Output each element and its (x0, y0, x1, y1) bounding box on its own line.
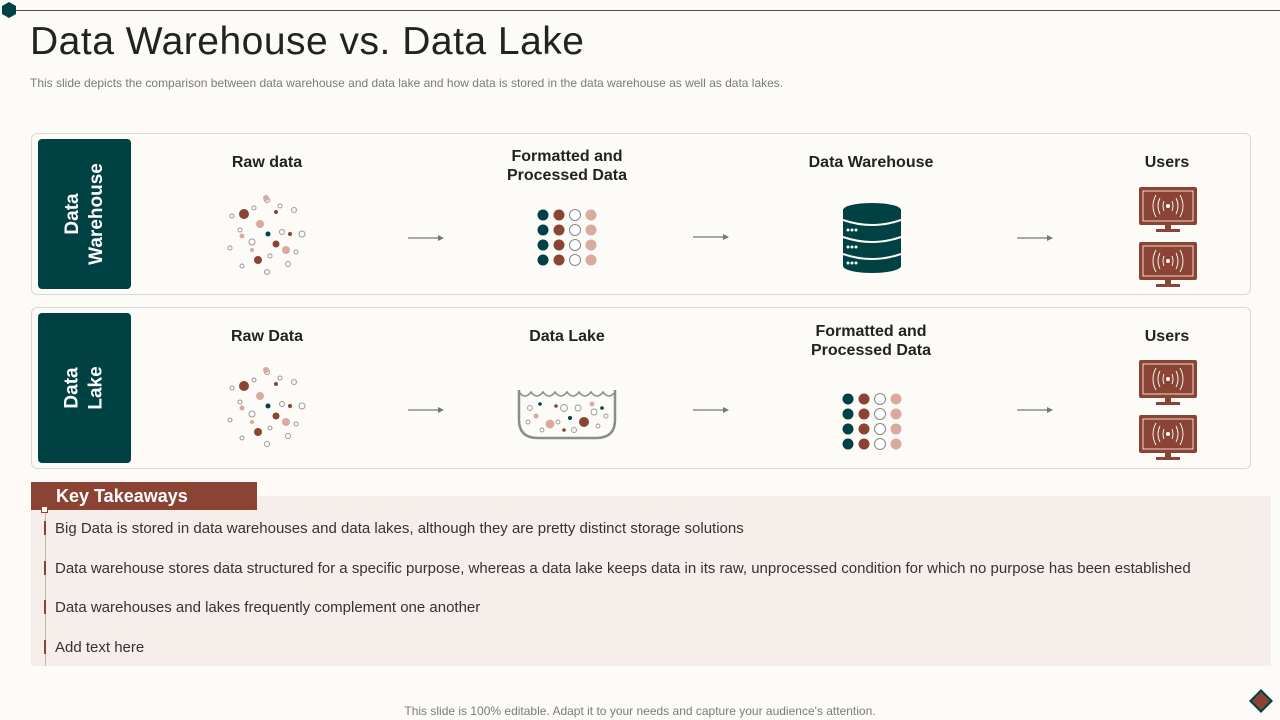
data-lake-bowl-icon (516, 386, 618, 442)
raw-data-scatter-icon (224, 194, 310, 280)
monitor-icon (1138, 241, 1198, 288)
lake-step-users: Users (1144, 328, 1190, 345)
arrow-right-icon (408, 233, 444, 243)
lake-step-processed-data: Formatted and Processed Data (810, 323, 932, 359)
lake-step-data-lake: Data Lake (529, 328, 605, 345)
takeaway-item: Data warehouses and lakes frequently complement one another (44, 599, 480, 616)
takeaway-item: Add text here (44, 639, 144, 656)
key-takeaways-title: Key Takeaways (31, 482, 257, 510)
warehouse-step-processed-data: Formatted and Processed Data (506, 148, 628, 184)
arrow-right-icon (1017, 233, 1053, 243)
page-subtitle: This slide depicts the comparison between data warehouse and data lake and how data is stored in the data warehouse as well as data lakes. (30, 76, 784, 90)
processed-data-grid-icon (533, 207, 599, 269)
key-takeaways-marker (41, 506, 48, 513)
lake-row-label: Data Lake (38, 313, 131, 463)
database-icon (842, 202, 902, 274)
arrow-right-icon (1017, 405, 1053, 415)
monitor-icon (1138, 359, 1198, 406)
monitor-icon (1138, 186, 1198, 233)
warehouse-step-data-warehouse: Data Warehouse (808, 154, 934, 171)
lake-step-raw-data: Raw Data (230, 328, 304, 345)
arrow-right-icon (693, 405, 729, 415)
page-title: Data Warehouse vs. Data Lake (30, 20, 585, 63)
arrow-right-icon (693, 232, 729, 242)
warehouse-step-raw-data: Raw data (231, 154, 303, 171)
takeaway-item: Data warehouse stores data structured for a specific purpose, whereas a data lake keeps data in its raw, unprocessed condition for which no purpose has been established (44, 560, 1191, 577)
takeaway-item: Big Data is stored in data warehouses and data lakes, although they are pretty distinct storage solutions (44, 520, 744, 537)
warehouse-row-label: Data Warehouse (38, 139, 131, 289)
warehouse-step-users: Users (1144, 154, 1190, 171)
diamond-logo-icon (1248, 688, 1274, 714)
hexagon-logo-icon (1, 2, 17, 18)
footer-note: This slide is 100% editable. Adapt it to your needs and capture your audience's attention. (404, 704, 876, 718)
monitor-icon (1138, 414, 1198, 461)
raw-data-scatter-icon (224, 366, 310, 452)
arrow-right-icon (408, 405, 444, 415)
top-rule (8, 10, 1280, 11)
processed-data-grid-icon (838, 391, 904, 453)
